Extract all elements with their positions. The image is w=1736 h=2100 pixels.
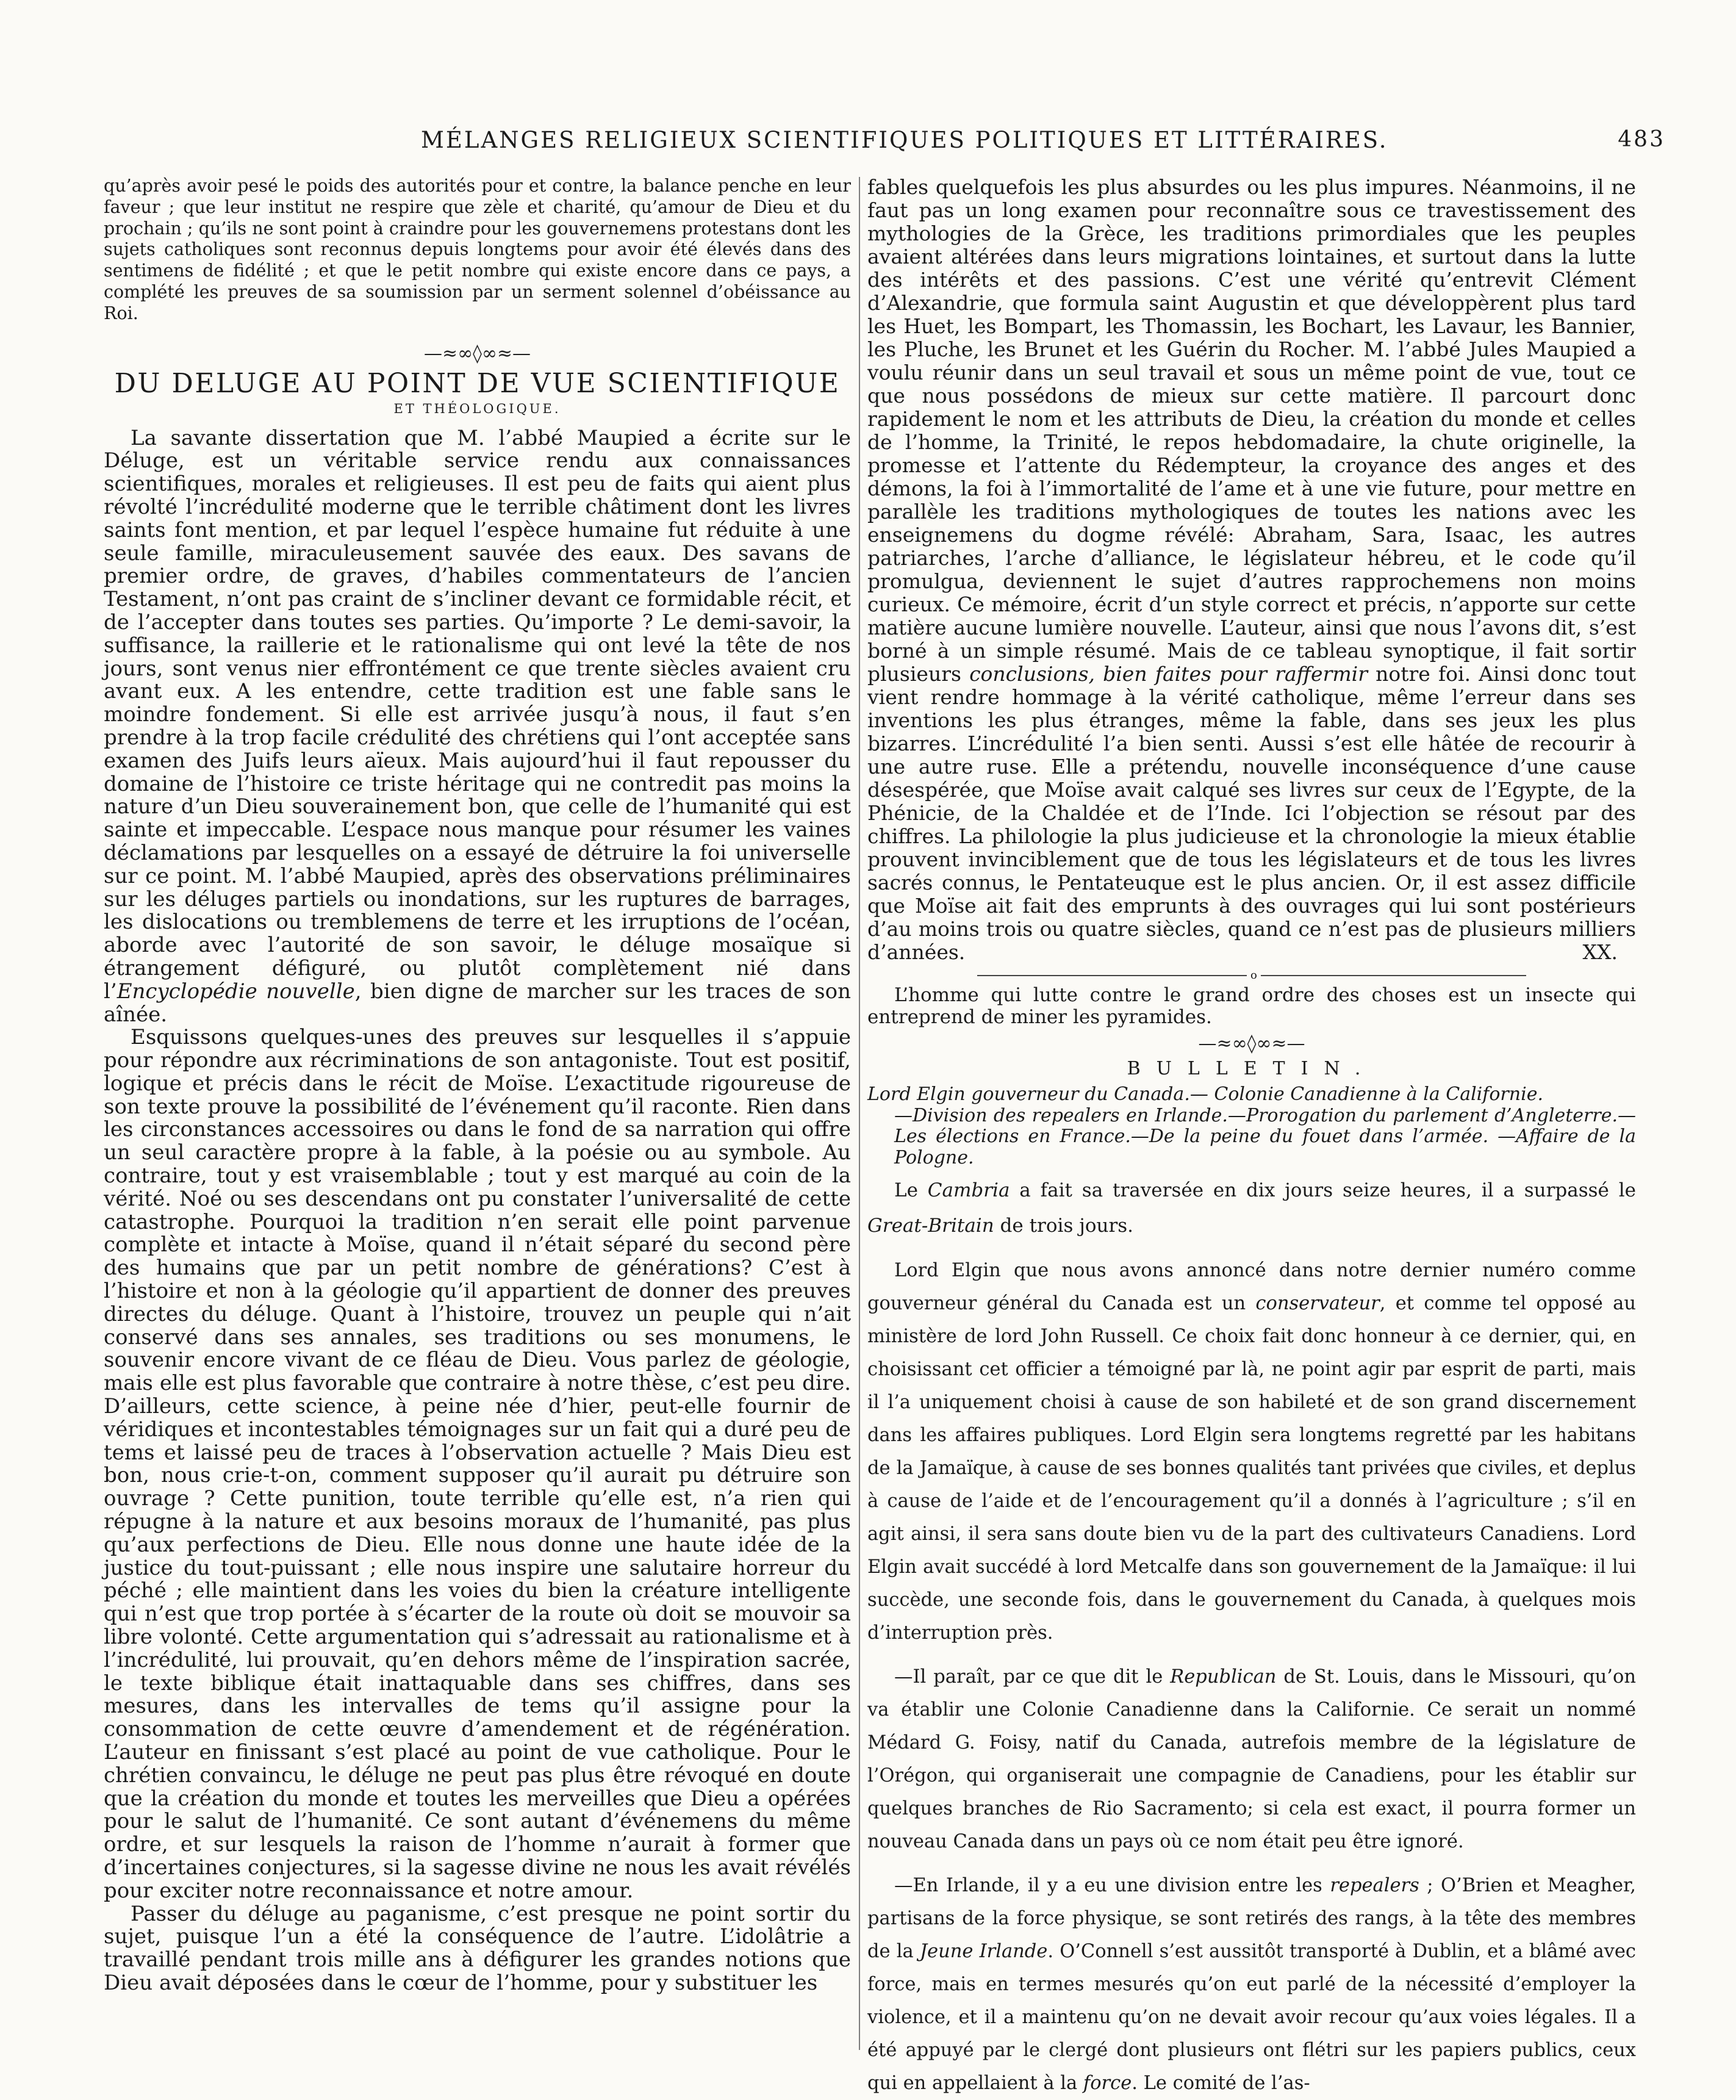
article-title: DU DELUGE AU POINT DE VUE SCIENTIFIQUE [114,367,841,399]
news-item: —En Irlande, il y a eu une division entre les repealers ; O’Brien et Meagher, partisans de la force physique, se sont retirés des rangs, à la tête des membres de la Jeune Irlande. O’Connell s’est aussitôt transporté à Dublin, et a blâmé avec force, mais en termes mesurés qu’on eut parlé de la nécessité d’employer la violence, et il a maintenu qu’on ne devait avoir recour qu’aux voies légales. Il a été appuyé par le clergé dont plusieurs ont flétri sur les papiers publics, ceux qui en appellaient à la force. Le comité de l’as- [867,1875,1637,2094]
bulletin-summary: —Division des repealers en Irlande.—Prorogation du parlement d’Angleterre.—Les élections en France.—De la peine du fouet dans l’armée. —Affaire de la Pologne. [894,1104,1636,1168]
news-item: Le Cambria a fait sa traversée en dix jours seize heures, il a surpassé le Great-Britain de trois jours. [867,1179,1636,1237]
page-header [104,127,1665,157]
article-subtitle: ET THÉOLOGIQUE. [393,401,561,416]
section-ornament: —≈∞◊∞≈— [423,342,531,364]
left-column [104,176,851,2061]
section-ornament: —≈∞◊∞≈— [1198,1033,1305,1054]
rule-mark: o [1247,969,1261,982]
page-number: 483 [1618,127,1665,152]
right-column [867,175,1637,2094]
running-head: MÉLANGES RELIGIEUX SCIENTIFIQUES POLITIQUES ET LITTÉRAIRES. [421,127,1388,153]
separator-rule [977,969,1526,982]
news-item: Lord Elgin que nous avons annoncé dans notre dernier numéro comme gouverneur général du Canada est un conservateur, et comme tel opposé au ministère de lord John Russell. Ce choix fait donc honneur à ce dernier, qui, en choisissant cet officier a témoigné par là, ne point agir par esprit de parti, mais il l’a uniquement choisi à cause de son habileté et de son grand discernement dans les affaires publiques. Lord Elgin sera longtems regretté par les habitans de la Jamaïque, à cause de ses bonnes qualités tant privées que civiles, et deplus à cause de l’aide et de l’encouragement qu’il a donnés à l’agriculture ; s’il en agit ainsi, il sera sans doute bien vu de la part des cultivateurs Canadiens. Lord Elgin avait succédé à lord Metcalfe dans son gouvernement de la Jamaïque: il lui succède, une seconde fois, dans le gouvernement du Canada, à quelques mois d’interruption près. [867,1260,1636,1644]
maxim: L’homme qui lutte contre le grand ordre des choses est un insecte qui entreprend de miner les pyramides. [867,984,1636,1028]
bulletin-title: BULLETIN. [1127,1058,1377,1079]
previous-article-ending: qu’après avoir pesé le poids des autorités pour et contre, la balance penche en leur faveur ; que leur institut ne respire que zèle et charité, qu’amour de Dieu et du prochain ; qu’ils ne sont point à craindre pour les gouvernemens protestans dont les sujets catholiques sont reconnus depuis longtems pour avoir été élevés dans des sentimens de fidélité ; et que le petit nombre qui existe encore dans ce pays, a complété les preuves de sa soumission par un serment solennel d’obéissance au Roi. [104,176,851,323]
news-item: —Il paraît, par ce que dit le Republican de St. Louis, dans le Missouri, qu’on va établir une Colonie Canadienne dans la Californie. Ce serait un nommé Médard G. Foisy, natif du Canada, autrefois membre de la législature de l’Orégon, qui organiserait une compagnie de Canadiens, pour les établir sur quelques branches de Rio Sacramento; si cela est exact, il pourra former un nouveau Canada dans un pays où ce nom était peu être ignoré. [867,1666,1636,1852]
bulletin-summary: Lord Elgin gouverneur du Canada.— Colonie Canadienne à la Californie. [867,1084,1543,1105]
article-paragraph: La savante dissertation que M. l’abbé Maupied a écrite sur le Déluge, est un véritable service rendu aux connaissances scientifiques, morales et religieuses. Il est peu de faits qui aient plus révolté l’incrédulité moderne que le terrible châtiment dont les livres saints font mention, et par lequel l’espèce humaine fut réduite à une seule famille, miraculeusement sauvée des eaux. Des savans de premier ordre, de graves, d’habiles commentateurs de l’ancien Testament, n’ont pas craint de s’incliner devant ce formidable récit, et de l’accepter dans toutes ses parties. Qu’importe ? Le demi-savoir, la suffisance, la raillerie et le rationalisme qui ont levé la tête de nos jours, sont venus nier effrontément ce que trente siècles avaient cru avant eux. A les entendre, cette tradition est une fable sans le moindre fondement. Si elle est arrivée jusqu’à nous, il faut s’en prendre à la trop facile crédulité des chrétiens qui l’ont acceptée sans examen des Juifs leurs aïeux. Mais aujourd’hui il faut repousser du domaine de l’histoire ce triste héritage qui ne contredit pas moins la nature d’un Dieu souverainement bon, que celle de l’humanité qui est sainte et impeccable. L’espace nous manque pour résumer les vaines déclamations par lesquelles on a essayé de détruire la foi universelle sur ce point. M. l’abbé Maupied, après des observations préliminaires sur les déluges partiels ou inondations, sur les ruptures de barrages, les dislocations ou tremblemens de terre et les irruptions de l’océan, aborde avec l’autorité de son savoir, le déluge mosaïque si étrangement défiguré, ou plutôt complètement nié dans l’Encyclopédie nouvelle, bien digne de marcher sur les traces de son aînée. [104,425,851,1027]
column-divider [859,177,860,2050]
article-paragraph: Passer du déluge au paganisme, c’est presque ne point sortir du sujet, puisque l’un a été la conséquence de l’autre. L’idolâtrie a travaillé pendant trois mille ans à défigurer les grandes notions que Dieu avait déposées dans le cœur de l’homme, pour y substituer les [104,1901,851,1995]
article-paragraph: Esquissons quelques-unes des preuves sur lesquelles il s’appuie pour répondre aux récriminations de son antagoniste. Tout est positif, logique et précis dans le récit de Moïse. L’exactitude rigoureuse de son texte prouve la possibilité de l’événement qu’il raconte. Rien dans les circonstances accessoires ou dans le fond de sa narration qui offre un seul caractère propre à la fable, à la poésie ou au symbole. Au contraire, tout y est vraisemblable ; tout y est marqué au coin de la vérité. Noé ou ses descendans ont pu constater l’universalité de cette catastrophe. Pourquoi la tradition n’en serait elle point parvenue complète et intacte à Moïse, quand il n’était séparé du second père des humains que par un petit nombre de générations? C’est à l’histoire et non à la géologie qu’il appartient de donner des preuves directes du déluge. Quant à l’histoire, trouvez un peuple qui n’ait conservé dans ses annales, ses traditions ou ses monumens, le souvenir encore vivant de ce fléau de Dieu. Vous parlez de géologie, mais elle est plus favorable que contraire à notre thèse, c’est peu dire. D’ailleurs, cette science, à peine née d’hier, peut-elle fournir de véridiques et incontestables témoignages sur un fait qui a duré peu de tems et laissé peu de traces à l’observation actuelle ? Mais Dieu est bon, nous crie-t-on, comment supposer qu’il aurait pu détruire son ouvrage ? Cette punition, toute terrible qu’elle est, n’a rien qui répugne à la nature et aux besoins moraux de l’humanité, pas plus qu’aux perfections de Dieu. Elle nous donne une haute idée de la justice du tout-puissant ; elle nous inspire une salutaire horreur du péché ; elle maintient dans les voies du bien la créature intelligente qui n’est que trop portée à s’écarter de la route où doit se mouvoir sa libre volonté. Cette argumentation qui s’adressait au rationalisme et à l’incrédulité, lui prouvait, qu’en dehors même de l’inspiration sacrée, le texte biblique était inattaquable dans ses chiffres, dans ses mesures, dans les intervalles de tems qu’il assigne pour la consommation de cette œuvre d’amendement et de régénération. L’auteur en finissant s’est placé au point de vue catholique. Pour le chrétien convaincu, le déluge ne peut pas plus être révoqué en doute que la création du monde et toutes les merveilles que Dieu a opérées pour le salut de l’humanité. Ce sont autant d’événemens du même ordre, et sur lesquels la raison de l’homme n’aurait à former que d’incertaines conjectures, si la sagesse divine ne nous les avait révélés pour exciter notre reconnaissance et notre amour. [104,1025,851,1903]
author-signature: XX. [1582,940,1618,964]
article-continuation: fables quelquefois les plus absurdes ou les plus impures. Néanmoins, il ne faut pas un long examen pour reconnaître sous ce travestissement des mythologies de la Grèce, les traditions primordiales que les peuples avaient altérées dans leurs migrations lointaines, et surtout dans la lutte des intérêts et des passions. C’est une vérité qu’entrevit Clément d’Alexandrie, que formula saint Augustin et que développèrent plus tard les Huet, les Bompart, les Thomassin, les Bochart, les Lavaur, les Bannier, les Pluche, les Brunet et les Guérin du Rocher. M. l’abbé Jules Maupied a voulu réunir dans un seul travail et sous un même point de vue, tout ce que nous possédons de mieux sur cette matière. Il parcourt donc rapidement le nom et les attributs de Dieu, la création du monde et celles de l’homme, la Trinité, le repos hebdomadaire, la chute originelle, la promesse et l’attente du Rédempteur, la croyance des anges et des démons, la foi à l’immortalité de l’ame et à une vie future, pour mettre en parallèle les traditions mythologiques de toutes les nations avec les enseignemens du dogme révélé: Abraham, Sara, Isaac, les autres patriarches, l’arche d’alliance, le législateur hébreu, et le code qu’il promulgua, deviennent le sujet d’autres rapprochemens non moins curieux. Ce mémoire, écrit d’un style correct et précis, n’apporte sur cette matière aucune lumière nouvelle. L’auteur, ainsi que nous l’avons dit, s’est borné à un simple résumé. Mais de ce tableau synoptique, il fait sortir plusieurs conclusions, bien faites pour raffermir notre foi. Ainsi donc tout vient rendre hommage à la vérité catholique, même l’erreur dans ses inventions les plus étranges, même la fable, dans ses jeux les plus bizarres. L’incrédulité l’a bien senti. Aussi s’est elle hâtée de recourir à une autre ruse. Elle a prétendu, nouvelle inconséquence d’une cause désespérée, que Moïse avait calqué ses livres sur ceux de l’Egypte, de la Phénicie, de la Chaldée et de l’Inde. Ici l’objection se résout par des chiffres. La philologie la plus judicieuse et la chronologie la mieux établie prouvent invinciblement que de tous les législateurs et de tous les livres sacrés connus, le Pentateuque est le plus ancien. Or, il est assez difficile que Moïse ait fait des emprunts à des ouvrages qui lui sont postérieurs d’au moins trois ou quatre siècles, quand ce n’est pas de plusieurs milliers d’années. [867,175,1636,964]
